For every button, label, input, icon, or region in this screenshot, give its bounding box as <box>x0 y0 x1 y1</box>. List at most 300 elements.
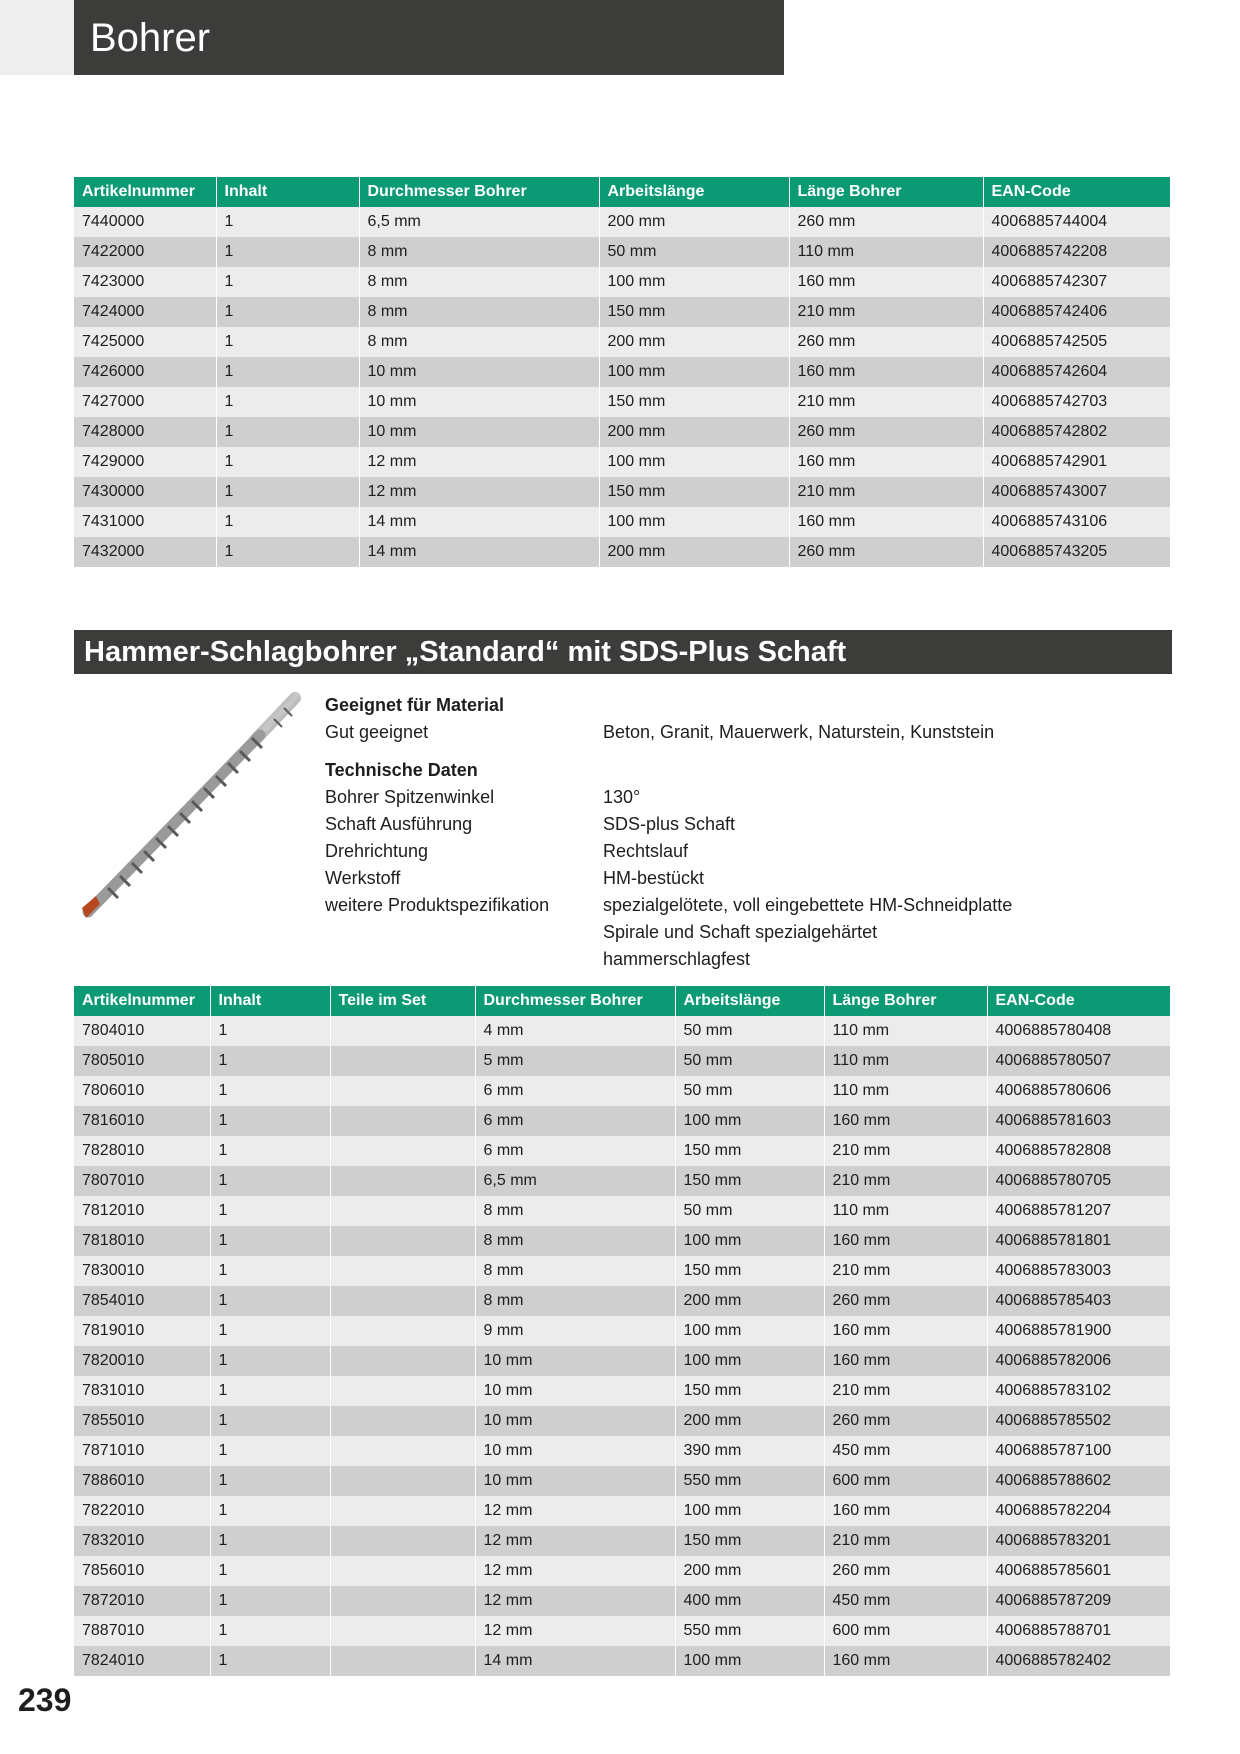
property-row <box>325 838 1165 865</box>
table-cell <box>330 1406 475 1436</box>
table-cell: 110 mm <box>789 237 983 267</box>
table-cell <box>330 1316 475 1346</box>
table-cell: 160 mm <box>789 267 983 297</box>
table-cell: 100 mm <box>675 1496 824 1526</box>
table-cell: 160 mm <box>824 1496 987 1526</box>
table-row <box>74 417 1170 447</box>
table-header-row <box>74 986 1170 1016</box>
table-cell: 4006885783003 <box>987 1256 1170 1286</box>
table-cell: 1 <box>210 1136 330 1166</box>
table-cell: 8 mm <box>475 1256 675 1286</box>
table-cell: 450 mm <box>824 1586 987 1616</box>
table-cell: 12 mm <box>359 447 599 477</box>
table-cell: 8 mm <box>475 1226 675 1256</box>
table-cell: 4006885742307 <box>983 267 1170 297</box>
table-cell: 10 mm <box>475 1376 675 1406</box>
table-cell: 110 mm <box>824 1076 987 1106</box>
column-header: Durchmesser Bohrer <box>359 177 599 207</box>
table-cell: 600 mm <box>824 1466 987 1496</box>
table-cell: 50 mm <box>675 1196 824 1226</box>
table-cell: 1 <box>210 1256 330 1286</box>
table-cell: 210 mm <box>824 1136 987 1166</box>
table-cell: 7831010 <box>74 1376 210 1406</box>
table-row <box>74 1376 1170 1406</box>
table-cell: 110 mm <box>824 1196 987 1226</box>
table-cell: 7832010 <box>74 1526 210 1556</box>
table-cell: 7816010 <box>74 1106 210 1136</box>
table-cell: 260 mm <box>824 1286 987 1316</box>
column-header: Länge Bohrer <box>789 177 983 207</box>
table-cell: 260 mm <box>789 207 983 237</box>
column-header: Artikelnummer <box>74 177 216 207</box>
table-row <box>74 537 1170 567</box>
table-cell: 150 mm <box>675 1166 824 1196</box>
product-properties <box>325 692 1165 973</box>
table-cell: 7812010 <box>74 1196 210 1226</box>
table-cell <box>330 1136 475 1166</box>
title-bar <box>74 0 784 75</box>
table-cell <box>330 1076 475 1106</box>
table-cell: 200 mm <box>599 537 789 567</box>
table-cell: 6 mm <box>475 1076 675 1106</box>
table-cell: 7854010 <box>74 1286 210 1316</box>
table-cell: 1 <box>210 1406 330 1436</box>
table-cell: 4006885742703 <box>983 387 1170 417</box>
property-label: Bohrer Spitzenwinkel <box>325 787 495 807</box>
table-cell: 4006885742505 <box>983 327 1170 357</box>
table-cell <box>330 1106 475 1136</box>
table-cell: 1 <box>210 1556 330 1586</box>
table-cell: 1 <box>210 1376 330 1406</box>
table-cell: 200 mm <box>599 417 789 447</box>
table-cell: 7807010 <box>74 1166 210 1196</box>
table-cell: 1 <box>216 297 359 327</box>
property-row <box>325 811 1165 838</box>
table-cell: 4006885743106 <box>983 507 1170 537</box>
table-cell: 7426000 <box>74 357 216 387</box>
table-cell: 10 mm <box>475 1346 675 1376</box>
table-cell: 8 mm <box>359 297 599 327</box>
table-cell: 260 mm <box>789 537 983 567</box>
table-cell: 7822010 <box>74 1496 210 1526</box>
product-table-bohrer <box>74 177 1170 567</box>
table-cell: 210 mm <box>789 387 983 417</box>
table-cell: 150 mm <box>675 1136 824 1166</box>
table-cell: 4006885781900 <box>987 1316 1170 1346</box>
table-cell: 160 mm <box>789 447 983 477</box>
property-label: Drehrichtung <box>325 841 429 861</box>
table-cell: 4006885781207 <box>987 1196 1170 1226</box>
table-cell <box>330 1256 475 1286</box>
table-row <box>74 1586 1170 1616</box>
table-cell: 1 <box>210 1226 330 1256</box>
table-row <box>74 1406 1170 1436</box>
table-cell: 150 mm <box>675 1256 824 1286</box>
table-cell: 4006885742802 <box>983 417 1170 447</box>
table-cell <box>330 1466 475 1496</box>
table-row <box>74 1196 1170 1226</box>
table-cell: 1 <box>210 1316 330 1346</box>
table-cell: 4 mm <box>475 1016 675 1046</box>
table-row <box>74 387 1170 417</box>
property-value: HM-bestückt <box>603 868 705 888</box>
corner-block <box>0 0 74 75</box>
table-cell: 1 <box>210 1586 330 1616</box>
table-row <box>74 357 1170 387</box>
table-cell <box>330 1376 475 1406</box>
table-cell: 1 <box>210 1166 330 1196</box>
table-cell: 4006885783201 <box>987 1526 1170 1556</box>
table-cell <box>330 1436 475 1466</box>
table-cell: 4006885742901 <box>983 447 1170 477</box>
table-cell <box>330 1046 475 1076</box>
table-cell: 200 mm <box>675 1556 824 1586</box>
table-cell: 4006885785601 <box>987 1556 1170 1586</box>
table-cell: 50 mm <box>675 1016 824 1046</box>
table-cell: 4006885743007 <box>983 477 1170 507</box>
product-table-sds-plus <box>74 986 1170 1676</box>
section-title: Hammer-Schlagbohrer „Standard“ mit SDS-Plus Schaft <box>84 636 847 668</box>
table-cell <box>330 1616 475 1646</box>
table-row <box>74 1016 1170 1046</box>
column-header: Artikelnummer <box>74 986 210 1016</box>
table-cell: 1 <box>210 1466 330 1496</box>
table-cell: 100 mm <box>675 1316 824 1346</box>
table-cell: 100 mm <box>599 447 789 477</box>
table-cell: 210 mm <box>824 1256 987 1286</box>
table-cell: 210 mm <box>824 1166 987 1196</box>
table-cell: 150 mm <box>599 477 789 507</box>
table-cell: 550 mm <box>675 1466 824 1496</box>
table-cell: 550 mm <box>675 1616 824 1646</box>
table-cell: 4006885782006 <box>987 1346 1170 1376</box>
table-cell: 160 mm <box>824 1316 987 1346</box>
table-cell: 260 mm <box>789 417 983 447</box>
table-cell: 150 mm <box>599 297 789 327</box>
table-cell: 160 mm <box>824 1646 987 1676</box>
table-cell: 10 mm <box>475 1436 675 1466</box>
table-cell: 8 mm <box>475 1286 675 1316</box>
table-cell: 450 mm <box>824 1436 987 1466</box>
table-cell: 160 mm <box>789 357 983 387</box>
table-cell: 6 mm <box>475 1106 675 1136</box>
table-cell: 100 mm <box>599 507 789 537</box>
property-label: weitere Produktspezifikation <box>325 895 550 915</box>
table-cell: 12 mm <box>475 1496 675 1526</box>
section-header <box>74 630 1172 674</box>
table-cell: 1 <box>216 267 359 297</box>
table-cell: 1 <box>216 237 359 267</box>
table-cell: 100 mm <box>675 1346 824 1376</box>
table-cell: 4006885743205 <box>983 537 1170 567</box>
table-cell: 100 mm <box>675 1106 824 1136</box>
table-cell: 7425000 <box>74 327 216 357</box>
table-cell: 7423000 <box>74 267 216 297</box>
property-label: Gut geeignet <box>325 722 429 742</box>
table-cell: 4006885785403 <box>987 1286 1170 1316</box>
table-cell: 100 mm <box>599 357 789 387</box>
property-label: Schaft Ausführung <box>325 814 473 834</box>
table-row <box>74 447 1170 477</box>
table-cell: 1 <box>216 537 359 567</box>
table-cell: 7828010 <box>74 1136 210 1166</box>
table-cell: 7432000 <box>74 537 216 567</box>
table-cell: 12 mm <box>475 1616 675 1646</box>
table-cell: 160 mm <box>789 507 983 537</box>
table-row <box>74 327 1170 357</box>
table-cell: 4006885785502 <box>987 1406 1170 1436</box>
table-row <box>74 1136 1170 1166</box>
table-row <box>74 1106 1170 1136</box>
table-cell: 390 mm <box>675 1436 824 1466</box>
table-row <box>74 507 1170 537</box>
material-row <box>325 719 1165 746</box>
table-cell: 50 mm <box>675 1046 824 1076</box>
table-cell: 4006885782808 <box>987 1136 1170 1166</box>
table-cell: 1 <box>216 357 359 387</box>
table-cell: 4006885780507 <box>987 1046 1170 1076</box>
table-cell: 1 <box>210 1196 330 1226</box>
table-cell: 150 mm <box>599 387 789 417</box>
property-continuation <box>325 919 1165 946</box>
table-cell: 7429000 <box>74 447 216 477</box>
table-row <box>74 1646 1170 1676</box>
table-cell: 4006885742208 <box>983 237 1170 267</box>
table-cell: 4006885783102 <box>987 1376 1170 1406</box>
table-cell: 4006885782204 <box>987 1496 1170 1526</box>
table-cell: 4006885787209 <box>987 1586 1170 1616</box>
property-continuation <box>325 946 1165 973</box>
table-row <box>74 237 1170 267</box>
column-header: Arbeitslänge <box>599 177 789 207</box>
table-cell <box>330 1016 475 1046</box>
table-cell: 4006885787100 <box>987 1436 1170 1466</box>
property-value: Spirale und Schaft spezialgehärtet <box>603 922 878 942</box>
table-cell: 10 mm <box>359 417 599 447</box>
property-row <box>325 784 1165 811</box>
table-cell: 10 mm <box>475 1406 675 1436</box>
table-row <box>74 1076 1170 1106</box>
table-cell: 7427000 <box>74 387 216 417</box>
property-value: hammerschlagfest <box>603 949 751 969</box>
table-cell: 1 <box>210 1046 330 1076</box>
table-cell <box>330 1346 475 1376</box>
table-cell: 7805010 <box>74 1046 210 1076</box>
table-cell: 5 mm <box>475 1046 675 1076</box>
table-cell: 7856010 <box>74 1556 210 1586</box>
table-cell: 210 mm <box>824 1526 987 1556</box>
table-row <box>74 297 1170 327</box>
table-cell: 200 mm <box>599 327 789 357</box>
table-cell: 260 mm <box>824 1556 987 1586</box>
column-header: Arbeitslänge <box>675 986 824 1016</box>
table-cell: 1 <box>216 327 359 357</box>
table-cell: 50 mm <box>675 1076 824 1106</box>
table-cell: 1 <box>216 477 359 507</box>
table-row <box>74 1526 1170 1556</box>
table-cell <box>330 1496 475 1526</box>
table-cell: 1 <box>216 207 359 237</box>
table-cell: 14 mm <box>359 507 599 537</box>
table-cell: 4006885780408 <box>987 1016 1170 1046</box>
table-cell: 600 mm <box>824 1616 987 1646</box>
table-cell: 4006885742604 <box>983 357 1170 387</box>
table-cell: 7431000 <box>74 507 216 537</box>
table-row <box>74 1316 1170 1346</box>
table-row <box>74 1436 1170 1466</box>
table-cell: 1 <box>210 1076 330 1106</box>
table-row <box>74 1496 1170 1526</box>
table-cell: 12 mm <box>475 1586 675 1616</box>
column-header: Inhalt <box>216 177 359 207</box>
table-cell: 260 mm <box>789 327 983 357</box>
table-cell: 14 mm <box>475 1646 675 1676</box>
table-cell: 7440000 <box>74 207 216 237</box>
table-cell: 50 mm <box>599 237 789 267</box>
table-cell: 100 mm <box>675 1226 824 1256</box>
table-cell: 4006885788602 <box>987 1466 1170 1496</box>
table-row <box>74 1256 1170 1286</box>
property-value: Beton, Granit, Mauerwerk, Naturstein, Kunststein <box>603 722 995 742</box>
table-row <box>74 207 1170 237</box>
table-cell: 1 <box>216 507 359 537</box>
column-header: Durchmesser Bohrer <box>475 986 675 1016</box>
table-cell: 1 <box>216 447 359 477</box>
table-cell <box>330 1526 475 1556</box>
table-row <box>74 1046 1170 1076</box>
table-cell: 10 mm <box>475 1466 675 1496</box>
table-cell <box>330 1586 475 1616</box>
table-cell: 4006885742406 <box>983 297 1170 327</box>
table-cell: 210 mm <box>789 297 983 327</box>
table-cell: 6,5 mm <box>475 1166 675 1196</box>
table-cell: 7428000 <box>74 417 216 447</box>
table-cell: 6,5 mm <box>359 207 599 237</box>
table-cell: 160 mm <box>824 1106 987 1136</box>
table-row <box>74 1616 1170 1646</box>
table-cell: 9 mm <box>475 1316 675 1346</box>
table-cell: 7855010 <box>74 1406 210 1436</box>
property-row <box>325 865 1165 892</box>
table-cell: 12 mm <box>359 477 599 507</box>
table-cell: 8 mm <box>359 327 599 357</box>
table-cell: 7819010 <box>74 1316 210 1346</box>
table-row <box>74 1346 1170 1376</box>
column-header: Inhalt <box>210 986 330 1016</box>
page-title: Bohrer <box>90 16 211 60</box>
table-cell <box>330 1196 475 1226</box>
table-cell: 4006885780606 <box>987 1076 1170 1106</box>
table-cell: 1 <box>210 1106 330 1136</box>
table-cell: 1 <box>216 387 359 417</box>
property-value: SDS-plus Schaft <box>603 814 736 834</box>
table-row <box>74 1226 1170 1256</box>
table-cell: 4006885780705 <box>987 1166 1170 1196</box>
property-value: spezialgelötete, voll eingebettete HM-Schneidplatte <box>603 895 1013 915</box>
table-cell: 7820010 <box>74 1346 210 1376</box>
table-header-row <box>74 177 1170 207</box>
table-cell: 14 mm <box>359 537 599 567</box>
property-value: 130° <box>603 787 641 807</box>
table-cell: 260 mm <box>824 1406 987 1436</box>
table-cell: 4006885781801 <box>987 1226 1170 1256</box>
table-cell <box>330 1556 475 1586</box>
sds-plus-drill-bit-image <box>70 690 310 930</box>
table-cell: 160 mm <box>824 1226 987 1256</box>
property-label: Werkstoff <box>325 868 401 888</box>
table-row <box>74 1286 1170 1316</box>
table-cell: 1 <box>210 1526 330 1556</box>
column-header: EAN-Code <box>987 986 1170 1016</box>
table-cell: 1 <box>216 417 359 447</box>
table-cell: 150 mm <box>675 1526 824 1556</box>
table-cell: 7872010 <box>74 1586 210 1616</box>
table-cell: 4006885782402 <box>987 1646 1170 1676</box>
table-cell: 4006885781603 <box>987 1106 1170 1136</box>
table-cell: 12 mm <box>475 1526 675 1556</box>
table-cell: 12 mm <box>475 1556 675 1586</box>
table-cell: 10 mm <box>359 357 599 387</box>
table-cell: 8 mm <box>475 1196 675 1226</box>
table-cell: 7887010 <box>74 1616 210 1646</box>
table-cell: 6 mm <box>475 1136 675 1166</box>
table-cell: 7422000 <box>74 237 216 267</box>
table-cell: 200 mm <box>675 1406 824 1436</box>
table-cell: 110 mm <box>824 1046 987 1076</box>
table-cell <box>330 1226 475 1256</box>
table-cell: 1 <box>210 1286 330 1316</box>
table-cell: 7886010 <box>74 1466 210 1496</box>
table-cell: 8 mm <box>359 237 599 267</box>
table-cell: 100 mm <box>675 1646 824 1676</box>
table-row <box>74 1556 1170 1586</box>
tech-heading: Technische Daten <box>325 760 478 780</box>
table-cell: 1 <box>210 1346 330 1376</box>
property-value: Rechtslauf <box>603 841 689 861</box>
table-cell: 7806010 <box>74 1076 210 1106</box>
column-header: EAN-Code <box>983 177 1170 207</box>
table-cell <box>330 1166 475 1196</box>
table-cell: 110 mm <box>824 1016 987 1046</box>
table-cell: 8 mm <box>359 267 599 297</box>
material-heading: Geeignet für Material <box>325 695 505 715</box>
table-cell: 7818010 <box>74 1226 210 1256</box>
page-number: 239 <box>18 1682 72 1718</box>
table-cell: 1 <box>210 1436 330 1466</box>
table-cell: 1 <box>210 1616 330 1646</box>
table-cell: 1 <box>210 1646 330 1676</box>
table-cell: 100 mm <box>599 267 789 297</box>
table-row <box>74 477 1170 507</box>
table-cell: 150 mm <box>675 1376 824 1406</box>
table-cell: 7430000 <box>74 477 216 507</box>
table-row <box>74 267 1170 297</box>
table-cell: 210 mm <box>824 1376 987 1406</box>
table-cell: 1 <box>210 1016 330 1046</box>
table-cell <box>330 1646 475 1676</box>
table-row <box>74 1466 1170 1496</box>
table-cell: 7804010 <box>74 1016 210 1046</box>
table-cell: 160 mm <box>824 1346 987 1376</box>
table-cell: 7830010 <box>74 1256 210 1286</box>
table-row <box>74 1166 1170 1196</box>
table-cell: 1 <box>210 1496 330 1526</box>
table-cell: 200 mm <box>675 1286 824 1316</box>
table-cell: 200 mm <box>599 207 789 237</box>
property-row <box>325 892 1165 919</box>
table-cell: 7871010 <box>74 1436 210 1466</box>
table-cell: 10 mm <box>359 387 599 417</box>
